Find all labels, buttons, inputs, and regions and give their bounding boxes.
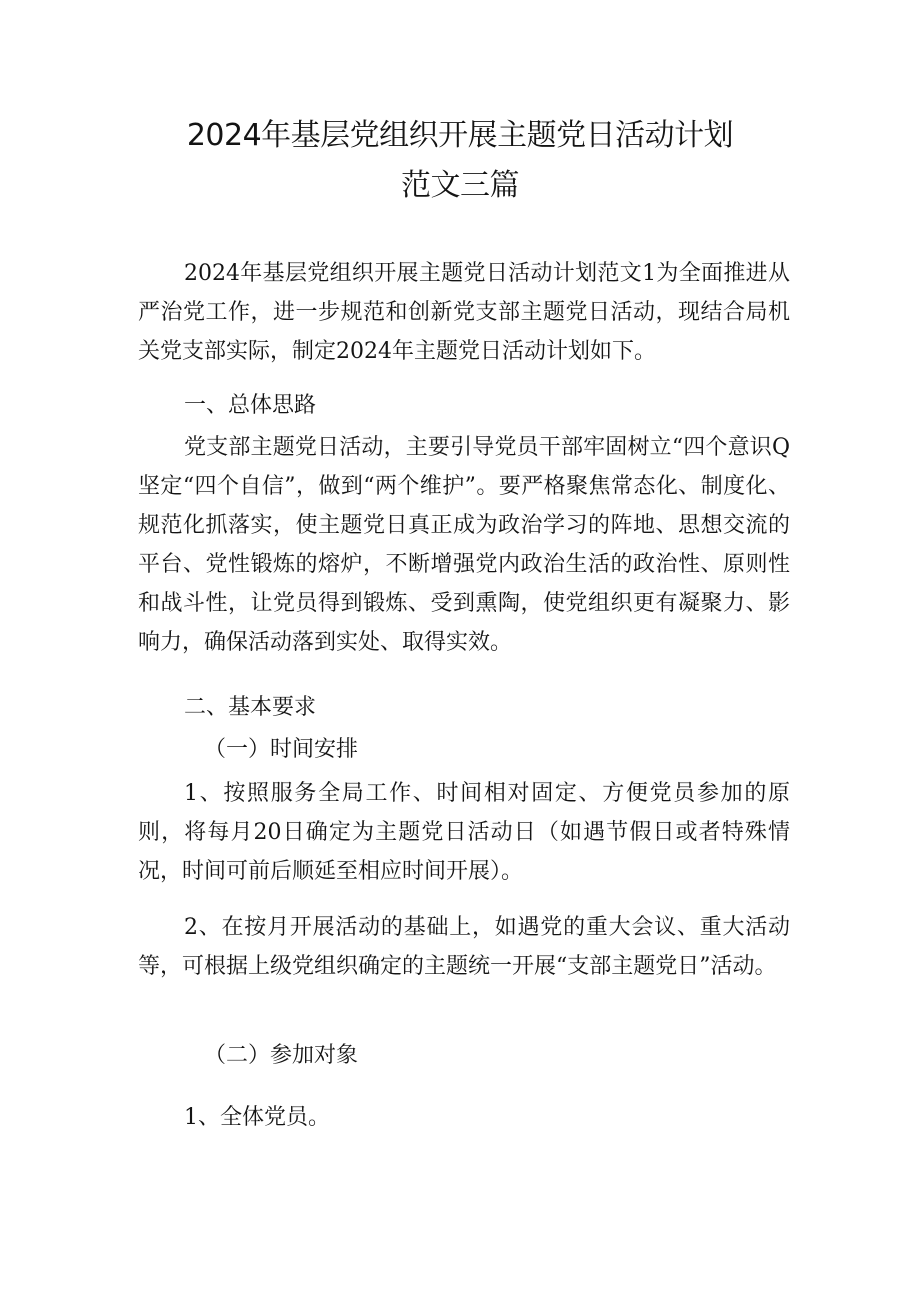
section-heading-basic-requirements: 二、基本要求 [184, 695, 317, 720]
subsection-heading-time-arrangement: （一）时间安排 [204, 737, 359, 762]
participants-item-1: 1、全体党员。 [184, 1105, 330, 1130]
subsection-heading-participants: （二）参加对象 [204, 1043, 359, 1068]
general-idea-paragraph: 党支部主题党日活动，主要引导党员干部牢固树立“四个意识Q坚定“四个自信”，做到“两个维护”。要严格聚焦常态化、制度化、规范化抓落实，使主题党日真正成为政治学习的阵地、思想交流的平台、党性锻炼的熔炉，不断增强党内政治生活的政治性、原则性和战斗性，让党员得到锻炼、受到熏陶，使党组织更有凝聚力、影响力，确保活动落到实处、取得实效。 [138, 435, 790, 655]
intro-paragraph: 2024年基层党组织开展主题党日活动计划范文1为全面推进从严治党工作，进一步规范和创新党支部主题党日活动，现结合局机关党支部实际，制定2024年主题党日活动计划如下。 [138, 261, 790, 364]
section-heading-general-idea: 一、总体思路 [184, 393, 317, 418]
document-title-continued: 范文三篇 [401, 168, 519, 203]
time-arrangement-item-2: 2、在按月开展活动的基础上，如遇党的重大会议、重大活动等，可根据上级党组织确定的主题统一开展“支部主题党日”活动。 [138, 915, 790, 979]
time-arrangement-item-1: 1、按照服务全局工作、时间相对固定、方便党员参加的原则，将每月20日确定为主题党日活动日（如遇节假日或者特殊情况，时间可前后顺延至相应时间开展）。 [138, 781, 790, 884]
document-title: 2024年基层党组织开展主题党日活动计划 [186, 118, 734, 153]
